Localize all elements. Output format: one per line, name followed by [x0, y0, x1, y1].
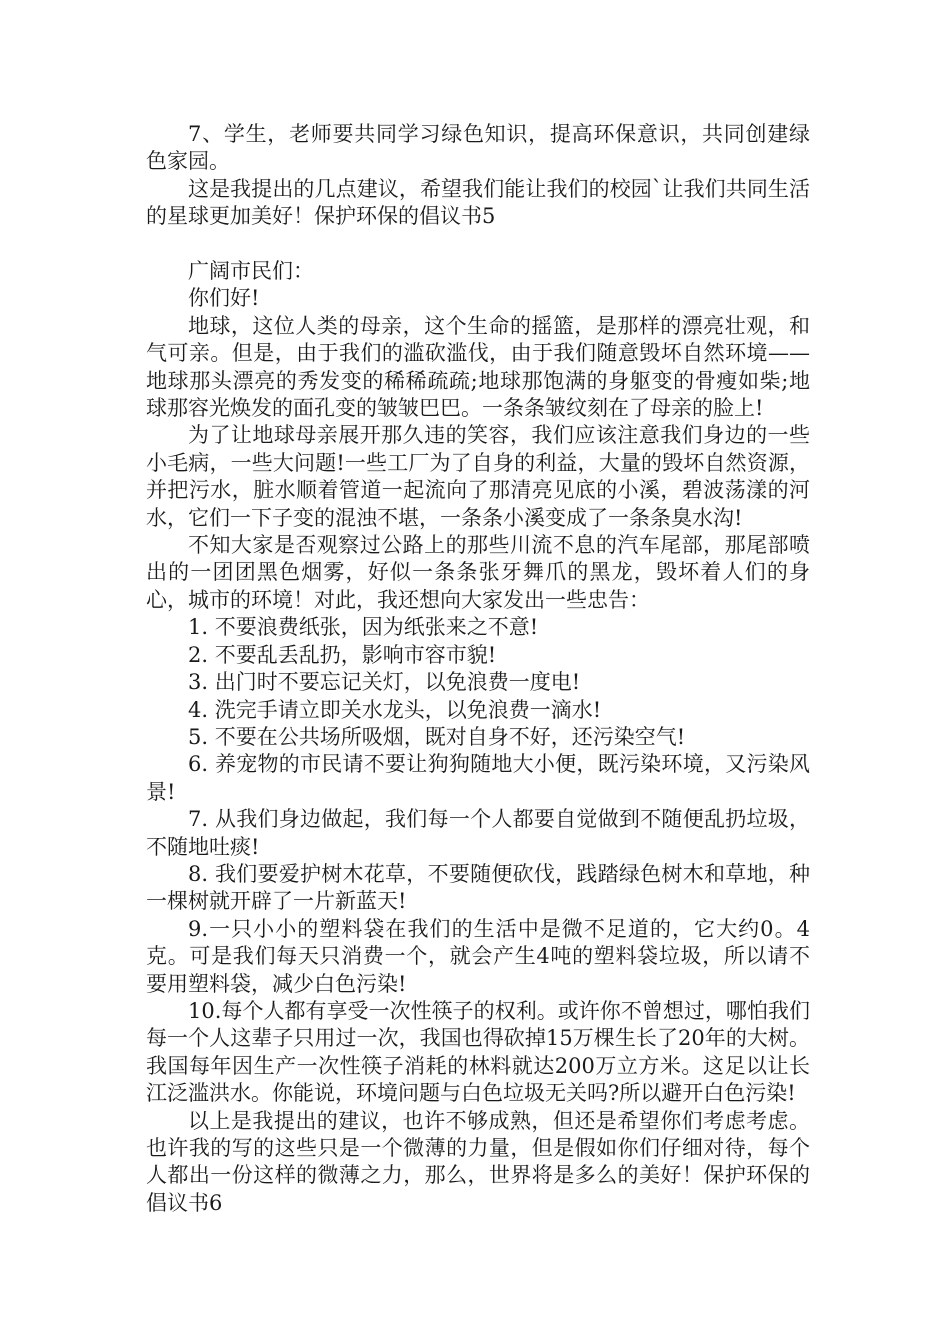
paragraph: 7、学生，老师要共同学习绿色知识，提高环保意识，共同创建绿色家园。 — [146, 122, 810, 174]
list-item: 7. 从我们身边做起，我们每一个人都要自觉做到不随便乱扔垃圾，不随地吐痰! — [146, 807, 810, 859]
paragraph: 不知大家是否观察过公路上的那些川流不息的汽车尾部，那尾部喷出的一团团黑色烟雾，好似一条条张牙舞爪的黑龙，毁坏着人们的身心，城市的环境！对此，我还想向大家发出一些忠告： — [146, 533, 810, 612]
salutation: 广阔市民们： — [188, 259, 314, 284]
list-item: 6. 养宠物的市民请不要让狗狗随地大小便，既污染环境，又污染风景! — [146, 752, 810, 804]
document-page — [146, 121, 810, 1217]
list-item: 3. 出门时不要忘记关灯，以免浪费一度电! — [188, 670, 581, 695]
list-item: 4. 洗完手请立即关水龙头，以免浪费一滴水! — [188, 697, 602, 722]
paragraph-gap — [146, 231, 810, 258]
list-item: 10.每个人都有享受一次性筷子的权利。或许你不曾想过，哪怕我们每一个人这辈子只用过一次，我国也得砍掉15万棵生长了20年的大树。我国每年因生产一次性筷子消耗的林料就达200万立方米。这足以让长江泛滥洪水。你能说，环境问题与白色垃圾无关吗?所以避开白色污染! — [146, 998, 810, 1106]
list-item: 9.一只小小的塑料袋在我们的生活中是微不足道的，它大约0。4克。可是我们每天只消费一个，就会产生4吨的塑料袋垃圾，所以请不要用塑料袋，减少白色污染! — [146, 916, 810, 996]
list-item: 2. 不要乱丢乱扔，影响市容市貌! — [188, 642, 497, 667]
paragraph: 地球，这位人类的母亲，这个生命的摇篮，是那样的漂亮壮观，和气可亲。但是，由于我们的滥砍滥伐，由于我们随意毁坏自然环境——地球那头漂亮的秀发变的稀稀疏疏;地球那饱满的身躯变的骨瘦如柴;地球那容光焕发的面孔变的皱皱巴巴。一条条皱纹刻在了母亲的脸上! — [146, 313, 810, 421]
paragraph: 为了让地球母亲展开那久违的笑容，我们应该注意我们身边的一些小毛病，一些大问题!一些工厂为了自身的利益，大量的毁坏自然资源，并把污水，脏水顺着管道一起流向了那清亮见底的小溪，碧波荡漾的河水，它们一下子变的混浊不堪，一条条小溪变成了一条条臭水沟! — [146, 423, 810, 530]
list-item: 8. 我们要爱护树木花草，不要随便砍伐，践踏绿色树木和草地，种一棵树就开辟了一片新蓝天! — [146, 861, 810, 914]
paragraph: 以上是我提出的建议，也许不够成熟，但还是希望你们考虑考虑。也许我的写的这些只是一个微薄的力量，但是假如你们仔细对待，每个人都出一份这样的微薄之力，那么，世界将是多么的美好！保护环保的倡议书6 — [146, 1108, 810, 1215]
greeting: 你们好! — [188, 286, 260, 311]
list-item: 5. 不要在公共场所吸烟，既对自身不好，还污染空气! — [188, 724, 686, 749]
paragraph: 这是我提出的几点建议，希望我们能让我们的校园`让我们共同生活的星球更加美好！保护环保的倡议书5 — [146, 176, 810, 229]
list-item: 1. 不要浪费纸张，因为纸张来之不意! — [188, 615, 539, 640]
